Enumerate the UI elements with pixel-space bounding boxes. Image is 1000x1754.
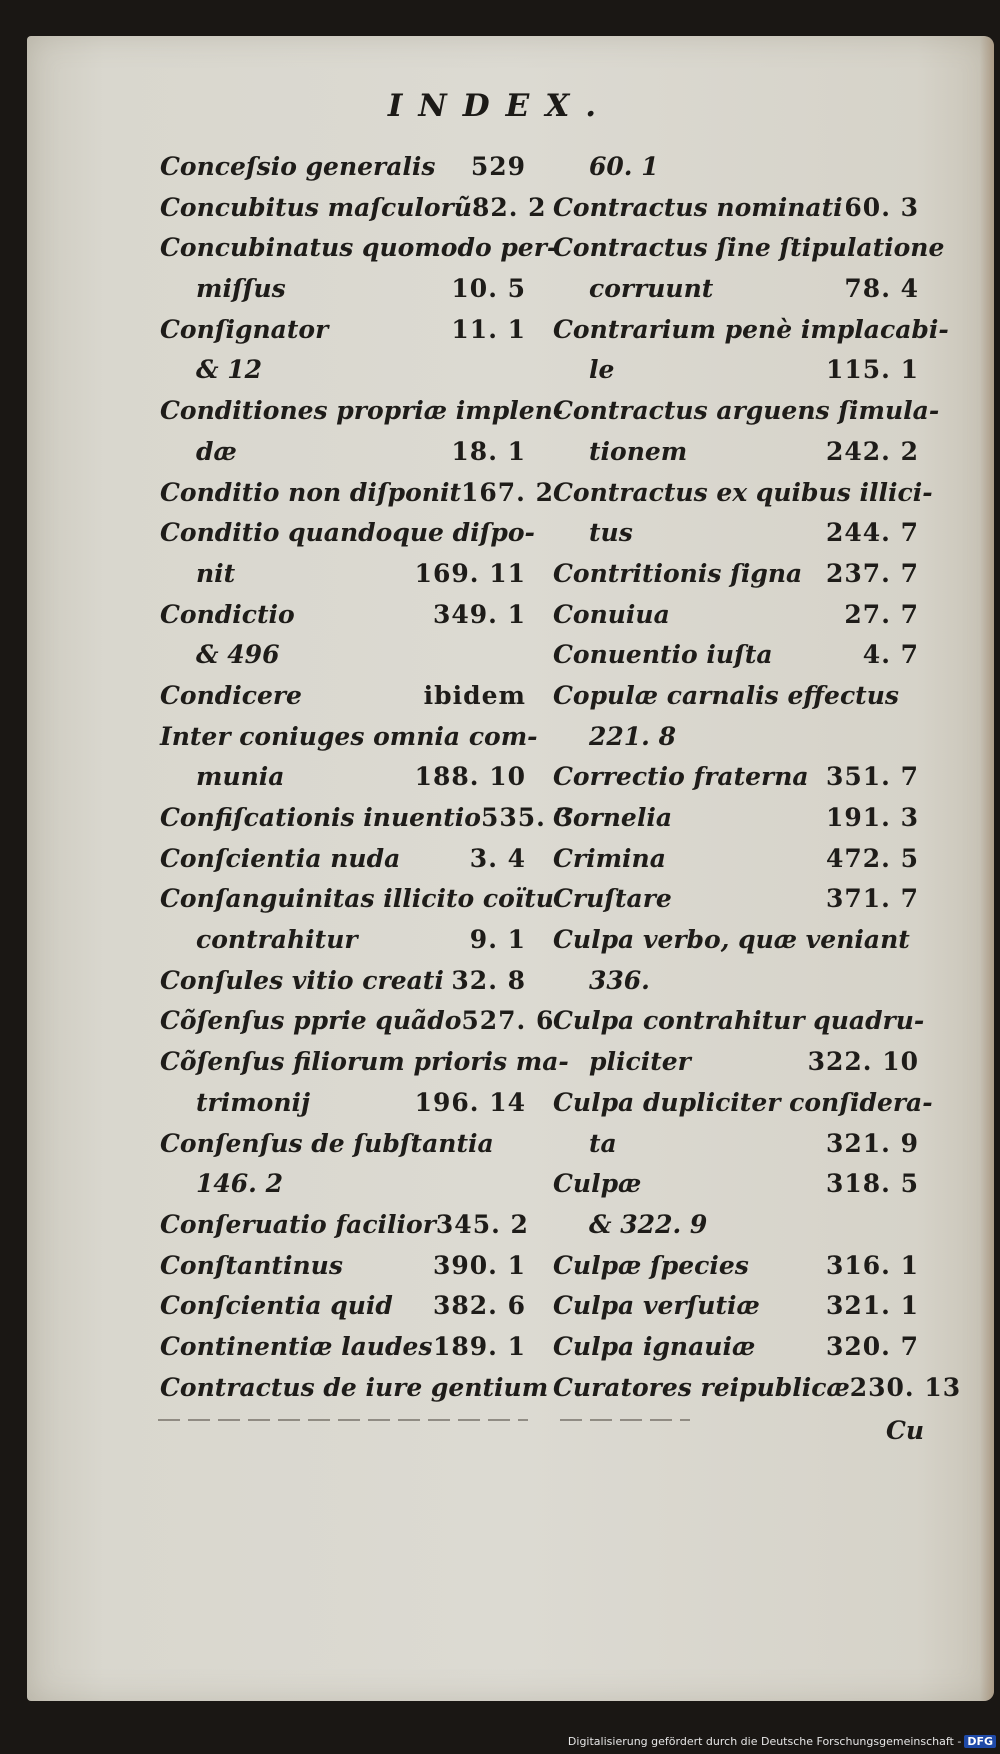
entry-term: corruunt <box>589 274 714 304</box>
index-entry <box>553 717 919 758</box>
entry-term: Conſcientia nuda <box>160 843 401 873</box>
index-entry <box>553 635 919 676</box>
entry-term: Conuiua <box>553 599 670 629</box>
index-entry <box>553 920 919 961</box>
entry-term: Correctio fraterna <box>553 762 809 792</box>
index-entry <box>160 676 526 717</box>
index-entry <box>160 1368 549 1409</box>
entry-page-ref: 196. 14 <box>414 1087 526 1117</box>
index-entry <box>160 1124 526 1165</box>
index-entry <box>553 1327 919 1368</box>
entry-page-ref: 320. 7 <box>826 1331 919 1361</box>
entry-term: Contractus de iure gentium <box>160 1372 549 1402</box>
index-entry <box>553 391 940 432</box>
entry-page-ref: 390. 1 <box>433 1250 526 1280</box>
entry-term: Conſtantinus <box>160 1250 343 1280</box>
entry-term: Conſules vitio creati <box>160 965 444 995</box>
entry-term: Concubitus maſculorũ <box>160 192 472 222</box>
entry-page-ref: 188. 10 <box>414 762 526 792</box>
entry-term: contrahitur <box>196 925 358 955</box>
entry-term: 221. 8 <box>589 721 676 751</box>
entry-page-ref: 167. 2 <box>461 477 554 507</box>
entry-term: le <box>589 355 615 385</box>
index-entry <box>160 310 526 351</box>
index-entry <box>160 350 526 391</box>
index-entry <box>160 635 526 676</box>
index-entry <box>160 147 526 188</box>
index-entry <box>553 798 919 839</box>
index-entry <box>553 1083 933 1124</box>
page-edge <box>980 36 994 1701</box>
entry-term: Condicere <box>160 680 302 710</box>
entry-page-ref: 60. 3 <box>844 192 919 222</box>
entry-page-ref: 10. 5 <box>451 274 526 304</box>
entry-page-ref: 78. 4 <box>844 274 919 304</box>
entry-page-ref: 322. 10 <box>807 1047 919 1077</box>
index-entry <box>160 391 564 432</box>
index-entry <box>553 310 949 351</box>
index-entry <box>553 1246 919 1287</box>
index-entry <box>160 1205 529 1246</box>
index-entry <box>553 1205 919 1246</box>
entry-page-ref: 318. 5 <box>826 1169 919 1199</box>
entry-term: Contritionis ſigna <box>553 558 803 588</box>
index-entry <box>160 554 526 595</box>
entry-term: Contractus ſine ſtipulatione <box>553 233 945 263</box>
entry-term: & 322. 9 <box>589 1209 708 1239</box>
index-entry <box>553 839 919 880</box>
entry-term: Conuentio iuſta <box>553 640 773 670</box>
index-entry <box>553 350 919 391</box>
index-column-right <box>553 147 962 1408</box>
entry-term: Copulæ carnalis effectus <box>553 680 899 710</box>
index-entry <box>553 1124 919 1165</box>
index-entry <box>553 879 919 920</box>
index-entry <box>160 1042 569 1083</box>
entry-term: Contrarium penè implacabi- <box>553 314 949 344</box>
index-entry <box>160 228 558 269</box>
index-entry <box>553 961 919 1002</box>
index-entry <box>553 757 919 798</box>
entry-term: Contractus ex quibus illici- <box>553 477 933 507</box>
entry-term: Cornelia <box>553 803 673 832</box>
entry-term: 336. <box>589 965 650 995</box>
entry-term: Conſanguinitas illicito coïtu <box>160 884 554 914</box>
entry-term: Conditio non diſponit <box>160 477 461 507</box>
entry-term: Conditio quandoque diſpo- <box>160 518 535 548</box>
entry-term: Conſeruatio facilior <box>160 1209 436 1239</box>
index-entry <box>553 554 919 595</box>
entry-page-ref: 382. 6 <box>433 1291 526 1321</box>
index-entry <box>160 513 535 554</box>
entry-term: Culpæ ſpecies <box>553 1250 749 1280</box>
entry-page-ref: 321. 9 <box>826 1128 919 1158</box>
index-entry <box>160 1001 555 1042</box>
entry-term: Culpa verbo, quæ veniant <box>553 925 910 955</box>
entry-term: Conſcientia quid <box>160 1291 393 1321</box>
entry-term: Continentiæ laudes <box>160 1331 433 1361</box>
entry-term: Cõſenſus pprie quãdo <box>160 1006 462 1036</box>
entry-term: Curatores reipublicæ <box>553 1372 850 1402</box>
entry-page-ref: 321. 1 <box>826 1291 919 1321</box>
index-entry <box>160 473 554 514</box>
index-entry <box>553 188 919 229</box>
entry-term: & 12 <box>196 355 263 385</box>
dfg-logo: DFG <box>964 1735 996 1748</box>
entry-page-ref: 244. 7 <box>826 518 919 548</box>
entry-term: Contractus nominati <box>553 192 843 222</box>
entry-page-ref: 18. 1 <box>451 436 526 466</box>
entry-page-ref: 351. 7 <box>826 762 919 792</box>
entry-term: Culpa contrahitur quadru- <box>553 1006 925 1036</box>
entry-term: Conſenſus de ſubſtantia <box>160 1128 494 1158</box>
index-entry <box>160 1327 526 1368</box>
entry-page-ref: 349. 1 <box>433 599 526 629</box>
index-entry <box>160 1164 526 1205</box>
entry-term: pliciter <box>589 1047 691 1077</box>
entry-page-ref: 527. 6 <box>461 1006 555 1036</box>
entry-page-ref: 371. 7 <box>826 884 919 914</box>
entry-page-ref: 11. 1 <box>451 314 526 344</box>
entry-page-ref: 242. 2 <box>826 436 919 466</box>
index-entry <box>553 228 945 269</box>
entry-term: Conditiones propriæ implen- <box>160 396 564 426</box>
column-end-rule-left <box>158 1419 528 1421</box>
index-entry <box>160 188 547 229</box>
entry-term: Culpæ <box>553 1169 642 1199</box>
catchword: Cu <box>886 1416 925 1445</box>
entry-term: Crimina <box>553 843 666 873</box>
entry-page-ref: 82. 2 <box>471 192 547 222</box>
entry-term: & 496 <box>196 640 280 670</box>
entry-term: tionem <box>589 436 688 466</box>
index-entry <box>160 757 526 798</box>
entry-page-ref: 230. 13 <box>849 1372 962 1402</box>
entry-term: nit <box>196 558 236 588</box>
entry-page-ref: 472. 5 <box>826 843 919 873</box>
digitization-credit <box>0 1735 1000 1748</box>
entry-term: 146. 2 <box>196 1169 283 1199</box>
entry-page-ref: 115. 1 <box>826 355 919 385</box>
index-entry <box>160 717 538 758</box>
index-entry <box>553 147 919 188</box>
index-entry <box>160 269 526 310</box>
entry-page-ref: ibidem <box>423 680 526 710</box>
entry-page-ref: 189. 1 <box>433 1331 526 1361</box>
entry-page-ref: 4. 7 <box>862 640 919 670</box>
running-head: INDEX. <box>387 88 613 124</box>
index-entry <box>553 269 919 310</box>
index-entry <box>160 961 526 1002</box>
entry-term: Conſignator <box>160 314 329 344</box>
entry-term: miſſus <box>196 274 286 304</box>
entry-page-ref: 316. 1 <box>826 1250 919 1280</box>
index-entry <box>160 1083 526 1124</box>
entry-term: 60. 1 <box>589 152 659 181</box>
index-entry <box>160 920 526 961</box>
index-entry <box>160 595 526 636</box>
index-entry <box>553 676 919 717</box>
entry-term: Culpa dupliciter conſidera- <box>553 1087 933 1117</box>
entry-page-ref: 9. 1 <box>469 925 526 955</box>
entry-page-ref: 535. 3 <box>480 803 574 832</box>
index-entry <box>553 432 919 473</box>
entry-term: Condictio <box>160 599 295 629</box>
index-entry <box>553 1042 919 1083</box>
entry-page-ref: 27. 7 <box>844 599 919 629</box>
entry-page-ref: 191. 3 <box>826 803 919 832</box>
index-entry <box>553 1001 925 1042</box>
index-entry <box>160 1286 526 1327</box>
index-entry <box>553 473 933 514</box>
entry-term: Concubinatus quomodo per- <box>160 233 558 263</box>
entry-page-ref: 32. 8 <box>451 965 526 995</box>
column-end-rule-right <box>560 1419 690 1421</box>
index-entry <box>160 1246 526 1287</box>
entry-term: ta <box>589 1128 617 1158</box>
entry-term: tus <box>589 518 633 548</box>
index-entry <box>553 595 919 636</box>
index-entry <box>553 513 919 554</box>
entry-page-ref: 3. 4 <box>469 843 526 873</box>
entry-page-ref: 237. 7 <box>826 558 919 588</box>
index-entry <box>553 1286 919 1327</box>
entry-term: Culpa ignauiæ <box>553 1331 756 1361</box>
entry-term: Contractus arguens ſimula- <box>553 396 940 426</box>
entry-term: Inter coniuges omnia com- <box>160 721 538 751</box>
index-entry <box>160 879 554 920</box>
index-entry <box>160 839 526 880</box>
entry-term: Confiſcationis inuentio <box>160 803 481 832</box>
entry-term: Cõſenſus filiorum prioris ma- <box>160 1047 569 1077</box>
entry-page-ref: 529 <box>470 152 526 181</box>
index-entry <box>160 798 574 839</box>
entry-term: munia <box>196 762 285 792</box>
entry-page-ref: 169. 11 <box>414 558 526 588</box>
entry-term: Conceſsio generalis <box>160 152 436 181</box>
entry-term: Cruſtare <box>553 884 672 914</box>
entry-page-ref: 345. 2 <box>435 1209 529 1239</box>
entry-term: trimonij <box>196 1087 311 1117</box>
index-entry <box>160 432 526 473</box>
entry-term: dæ <box>196 436 237 466</box>
credit-text: Digitalisierung gefördert durch die Deutsche Forschungsgemeinschaft - <box>567 1735 962 1748</box>
index-entry <box>553 1368 962 1409</box>
index-entry <box>553 1164 919 1205</box>
index-column-left <box>160 147 574 1408</box>
entry-term: Culpa verſutiæ <box>553 1291 760 1321</box>
